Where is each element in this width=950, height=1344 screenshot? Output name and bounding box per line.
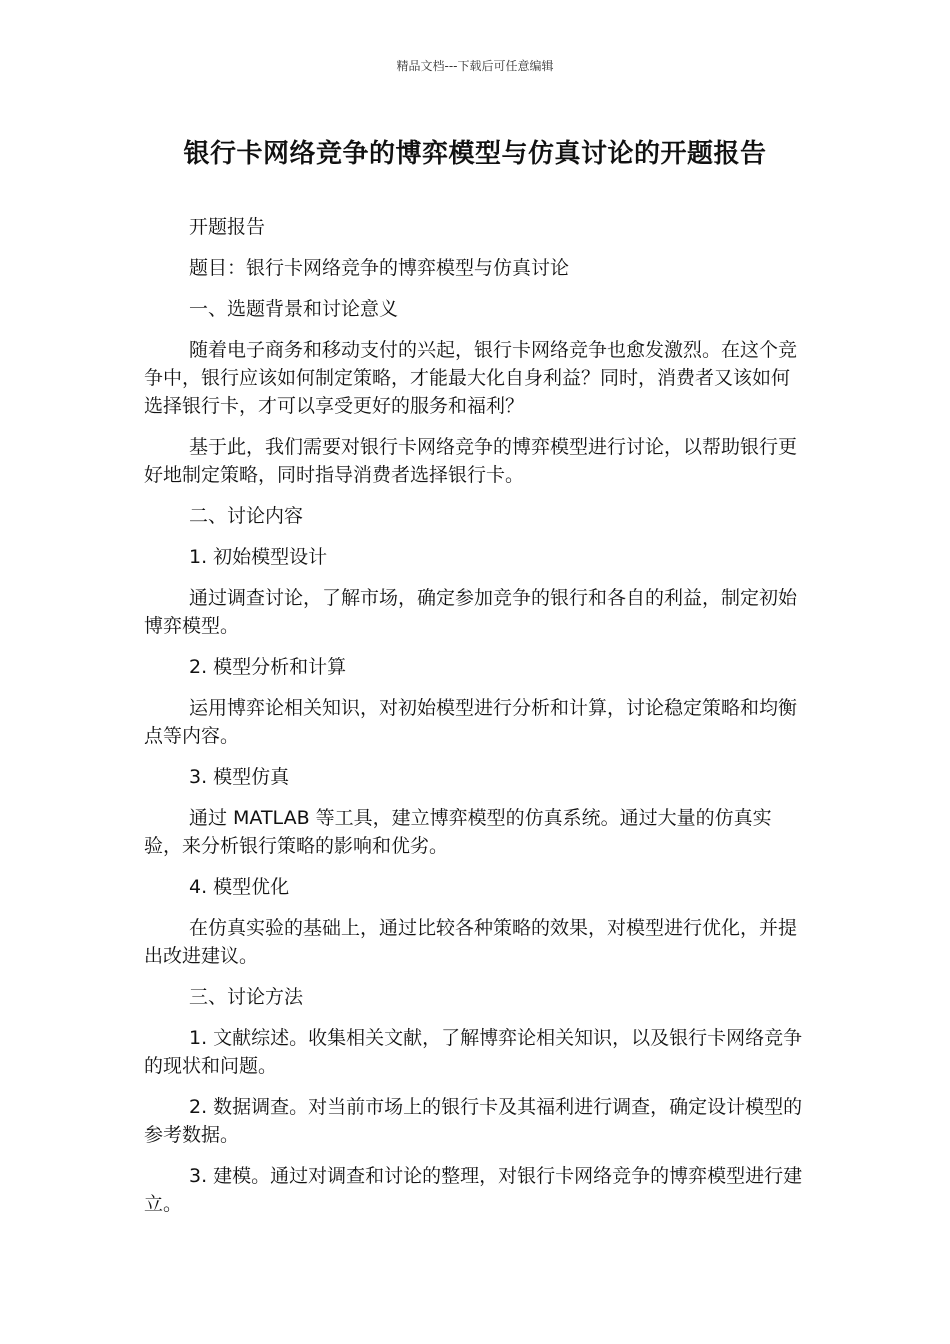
paragraph-model-optimization: 在仿真实验的基础上，通过比较各种策略的效果，对模型进行优化，并提出改进建议。 <box>144 917 798 967</box>
paragraph-method-modeling: 3. 建模。通过对调查和讨论的整理，对银行卡网络竞争的博弈模型进行建立。 <box>144 1165 803 1215</box>
topic-line: 题目：银行卡网络竞争的博弈模型与仿真讨论 <box>189 257 570 279</box>
paragraph-purpose: 基于此，我们需要对银行卡网络竞争的博弈模型进行讨论，以帮助银行更好地制定策略，同时指导消费者选择银行卡。 <box>144 436 798 486</box>
document-body <box>144 213 804 1231</box>
subheading-initial-model: 1. 初始模型设计 <box>189 546 328 568</box>
section-heading-methods: 三、讨论方法 <box>189 986 304 1008</box>
paragraph-method-literature: 1. 文献综述。收集相关文献，了解博弈论相关知识，以及银行卡网络竞争的现状和问题。 <box>144 1027 803 1077</box>
subheading-model-analysis: 2. 模型分析和计算 <box>189 656 347 678</box>
section-heading-background: 一、选题背景和讨论意义 <box>189 298 399 320</box>
paragraph-initial-model: 通过调查讨论，了解市场，确定参加竞争的银行和各自的利益，制定初始博弈模型。 <box>144 587 798 637</box>
heading-report: 开题报告 <box>189 216 266 238</box>
paragraph-method-survey: 2. 数据调查。对当前市场上的银行卡及其福利进行调查，确定设计模型的参考数据。 <box>144 1096 803 1146</box>
page-header: 精品文档---下载后可任意编辑 <box>396 59 554 73</box>
paragraph-background: 随着电子商务和移动支付的兴起，银行卡网络竞争也愈发激烈。在这个竞争中，银行应该如何制定策略，才能最大化自身利益？同时，消费者又该如何选择银行卡，才可以享受更好的服务和福利？ <box>144 339 798 417</box>
subheading-model-simulation: 3. 模型仿真 <box>189 766 290 788</box>
section-heading-content: 二、讨论内容 <box>189 505 304 527</box>
subheading-model-optimization: 4. 模型优化 <box>189 876 290 898</box>
paragraph-model-analysis: 运用博弈论相关知识，对初始模型进行分析和计算，讨论稳定策略和均衡点等内容。 <box>144 697 798 747</box>
paragraph-model-simulation: 通过 MATLAB 等工具，建立博弈模型的仿真系统。通过大量的仿真实验，来分析银行策略的影响和优劣。 <box>144 807 772 857</box>
document-title: 银行卡网络竞争的博弈模型与仿真讨论的开题报告 <box>183 139 767 169</box>
